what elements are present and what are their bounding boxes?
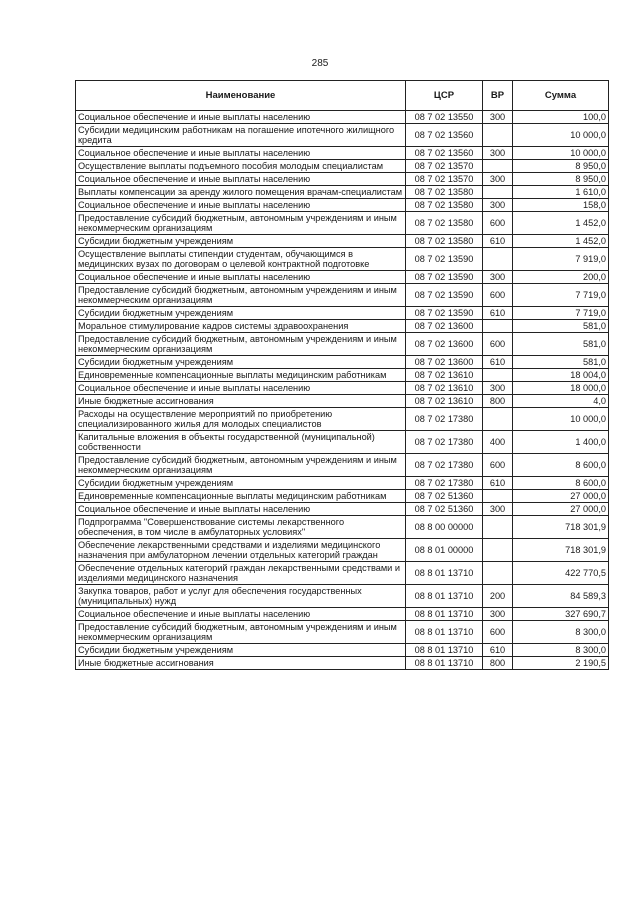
sum-cell: 100,0 [513,111,609,124]
name-cell: Капитальные вложения в объекты государственной (муниципальной) собственности [76,431,406,454]
vr-cell: 600 [483,284,513,307]
csr-cell: 08 7 02 17380 [406,477,483,490]
table-row [76,657,609,670]
sum-cell: 581,0 [513,320,609,333]
sum-cell: 327 690,7 [513,608,609,621]
vr-cell [483,320,513,333]
csr-cell: 08 8 01 13710 [406,562,483,585]
vr-cell [483,369,513,382]
page-number: 285 [311,58,329,69]
name-cell: Социальное обеспечение и иные выплаты населению [76,199,406,212]
sum-cell: 2 190,5 [513,657,609,670]
sum-cell: 158,0 [513,199,609,212]
table-row [76,454,609,477]
table-row [76,644,609,657]
vr-cell: 200 [483,585,513,608]
csr-cell: 08 7 02 13590 [406,284,483,307]
table-row [76,608,609,621]
vr-cell [483,490,513,503]
csr-cell: 08 7 02 17380 [406,431,483,454]
sum-cell: 8 950,0 [513,173,609,186]
vr-cell: 600 [483,333,513,356]
csr-cell: 08 7 02 17380 [406,408,483,431]
sum-cell: 200,0 [513,271,609,284]
name-cell: Обеспечение отдельных категорий граждан лекарственными средствами и изделиями медицинского назначения [76,562,406,585]
vr-cell: 610 [483,356,513,369]
csr-cell: 08 7 02 13580 [406,186,483,199]
sum-cell: 7 919,0 [513,248,609,271]
table-row [76,562,609,585]
name-cell: Иные бюджетные ассигнования [76,657,406,670]
name-cell: Осуществление выплаты подъемного пособия молодым специалистам [76,160,406,173]
sum-cell: 27 000,0 [513,503,609,516]
table-row [76,160,609,173]
sum-cell: 10 000,0 [513,124,609,147]
name-cell: Предоставление субсидий бюджетным, автономным учреждениям и иным некоммерческим организациям [76,333,406,356]
name-cell: Субсидии бюджетным учреждениям [76,477,406,490]
table-row [76,539,609,562]
sum-cell: 84 589,3 [513,585,609,608]
vr-cell [483,562,513,585]
table-row [76,408,609,431]
table-row [76,271,609,284]
vr-cell: 300 [483,111,513,124]
name-cell: Выплаты компенсации за аренду жилого помещения врачам-специалистам [76,186,406,199]
table-row [76,111,609,124]
csr-cell: 08 8 01 13710 [406,585,483,608]
name-cell: Субсидии бюджетным учреждениям [76,307,406,320]
vr-cell: 610 [483,235,513,248]
table-row [76,173,609,186]
vr-cell: 300 [483,173,513,186]
vr-cell: 300 [483,503,513,516]
budget-table [75,80,609,670]
csr-cell: 08 7 02 13560 [406,124,483,147]
table-row [76,356,609,369]
name-cell: Предоставление субсидий бюджетным, автономным учреждениям и иным некоммерческим организациям [76,454,406,477]
name-cell: Социальное обеспечение и иные выплаты населению [76,173,406,186]
table-row [76,477,609,490]
name-cell: Социальное обеспечение и иные выплаты населению [76,503,406,516]
sum-cell: 8 300,0 [513,621,609,644]
table-row [76,369,609,382]
table-row [76,490,609,503]
name-cell: Субсидии бюджетным учреждениям [76,356,406,369]
sum-cell: 1 452,0 [513,235,609,248]
vr-cell: 300 [483,608,513,621]
table-row [76,186,609,199]
csr-cell: 08 7 02 13600 [406,320,483,333]
name-cell: Обеспечение лекарственными средствами и изделиями медицинского назначения при амбулаторном лечении отдельных категорий граждан [76,539,406,562]
sum-cell: 10 000,0 [513,408,609,431]
header-sum: Сумма [513,81,609,111]
name-cell: Субсидии медицинским работникам на погашение ипотечного жилищного кредита [76,124,406,147]
name-cell: Подпрограмма "Совершенствование системы лекарственного обеспечения, в том числе в амбулаторных условиях" [76,516,406,539]
sum-cell: 8 600,0 [513,454,609,477]
vr-cell: 300 [483,271,513,284]
csr-cell: 08 7 02 13590 [406,307,483,320]
csr-cell: 08 7 02 13560 [406,147,483,160]
sum-cell: 8 600,0 [513,477,609,490]
table-row [76,585,609,608]
name-cell: Осуществление выплаты стипендии студентам, обучающимся в медицинских вузах по договорам о целевой контрактной подготовке [76,248,406,271]
name-cell: Социальное обеспечение и иные выплаты населению [76,382,406,395]
vr-cell: 300 [483,199,513,212]
name-cell: Моральное стимулирование кадров системы здравоохранения [76,320,406,333]
csr-cell: 08 7 02 13570 [406,173,483,186]
csr-cell: 08 7 02 13610 [406,395,483,408]
vr-cell [483,408,513,431]
name-cell: Закупка товаров, работ и услуг для обеспечения государственных (муниципальных) нужд [76,585,406,608]
table-row [76,382,609,395]
sum-cell: 422 770,5 [513,562,609,585]
name-cell: Единовременные компенсационные выплаты медицинским работникам [76,490,406,503]
vr-cell: 800 [483,657,513,670]
vr-cell: 610 [483,644,513,657]
name-cell: Предоставление субсидий бюджетным, автономным учреждениям и иным некоммерческим организациям [76,621,406,644]
vr-cell [483,186,513,199]
table-header-row [76,81,609,111]
csr-cell: 08 7 02 13580 [406,199,483,212]
header-name: Наименование [76,81,406,111]
table-row [76,516,609,539]
name-cell: Субсидии бюджетным учреждениям [76,235,406,248]
csr-cell: 08 7 02 13590 [406,271,483,284]
vr-cell [483,124,513,147]
vr-cell: 300 [483,147,513,160]
table-row [76,333,609,356]
vr-cell [483,160,513,173]
table-row [76,284,609,307]
sum-cell: 1 452,0 [513,212,609,235]
vr-cell: 600 [483,454,513,477]
sum-cell: 7 719,0 [513,307,609,320]
table-row [76,147,609,160]
table-row [76,124,609,147]
csr-cell: 08 8 01 13710 [406,621,483,644]
sum-cell: 18 004,0 [513,369,609,382]
csr-cell: 08 7 02 13570 [406,160,483,173]
sum-cell: 7 719,0 [513,284,609,307]
table-row [76,395,609,408]
csr-cell: 08 7 02 13600 [406,356,483,369]
table-row [76,248,609,271]
csr-cell: 08 8 01 13710 [406,657,483,670]
sum-cell: 27 000,0 [513,490,609,503]
name-cell: Предоставление субсидий бюджетным, автономным учреждениям и иным некоммерческим организациям [76,212,406,235]
vr-cell [483,248,513,271]
sum-cell: 10 000,0 [513,147,609,160]
vr-cell: 600 [483,621,513,644]
csr-cell: 08 7 02 13590 [406,248,483,271]
table-row [76,307,609,320]
table-row [76,621,609,644]
header-vr: ВР [483,81,513,111]
csr-cell: 08 8 01 13710 [406,644,483,657]
vr-cell: 610 [483,477,513,490]
header-csr: ЦСР [406,81,483,111]
sum-cell: 581,0 [513,356,609,369]
name-cell: Единовременные компенсационные выплаты медицинским работникам [76,369,406,382]
name-cell: Социальное обеспечение и иные выплаты населению [76,271,406,284]
csr-cell: 08 7 02 51360 [406,503,483,516]
csr-cell: 08 8 01 13710 [406,608,483,621]
table-row [76,235,609,248]
vr-cell: 610 [483,307,513,320]
vr-cell: 300 [483,382,513,395]
vr-cell [483,539,513,562]
csr-cell: 08 8 01 00000 [406,539,483,562]
sum-cell: 718 301,9 [513,516,609,539]
csr-cell: 08 7 02 51360 [406,490,483,503]
vr-cell: 800 [483,395,513,408]
vr-cell [483,516,513,539]
csr-cell: 08 7 02 13580 [406,235,483,248]
csr-cell: 08 7 02 13600 [406,333,483,356]
table-row [76,503,609,516]
table-body [76,111,609,670]
vr-cell: 400 [483,431,513,454]
name-cell: Иные бюджетные ассигнования [76,395,406,408]
sum-cell: 1 400,0 [513,431,609,454]
name-cell: Социальное обеспечение и иные выплаты населению [76,147,406,160]
name-cell: Социальное обеспечение и иные выплаты населению [76,111,406,124]
csr-cell: 08 7 02 13550 [406,111,483,124]
table-row [76,212,609,235]
sum-cell: 18 000,0 [513,382,609,395]
sum-cell: 8 300,0 [513,644,609,657]
csr-cell: 08 7 02 17380 [406,454,483,477]
table-row [76,199,609,212]
sum-cell: 718 301,9 [513,539,609,562]
sum-cell: 1 610,0 [513,186,609,199]
csr-cell: 08 8 00 00000 [406,516,483,539]
table-row [76,320,609,333]
table-row [76,431,609,454]
name-cell: Субсидии бюджетным учреждениям [76,644,406,657]
csr-cell: 08 7 02 13610 [406,382,483,395]
csr-cell: 08 7 02 13610 [406,369,483,382]
name-cell: Социальное обеспечение и иные выплаты населению [76,608,406,621]
sum-cell: 581,0 [513,333,609,356]
sum-cell: 8 950,0 [513,160,609,173]
csr-cell: 08 7 02 13580 [406,212,483,235]
name-cell: Расходы на осуществление мероприятий по приобретению специализированного жилья для молодых специалистов [76,408,406,431]
vr-cell: 600 [483,212,513,235]
name-cell: Предоставление субсидий бюджетным, автономным учреждениям и иным некоммерческим организациям [76,284,406,307]
sum-cell: 4,0 [513,395,609,408]
